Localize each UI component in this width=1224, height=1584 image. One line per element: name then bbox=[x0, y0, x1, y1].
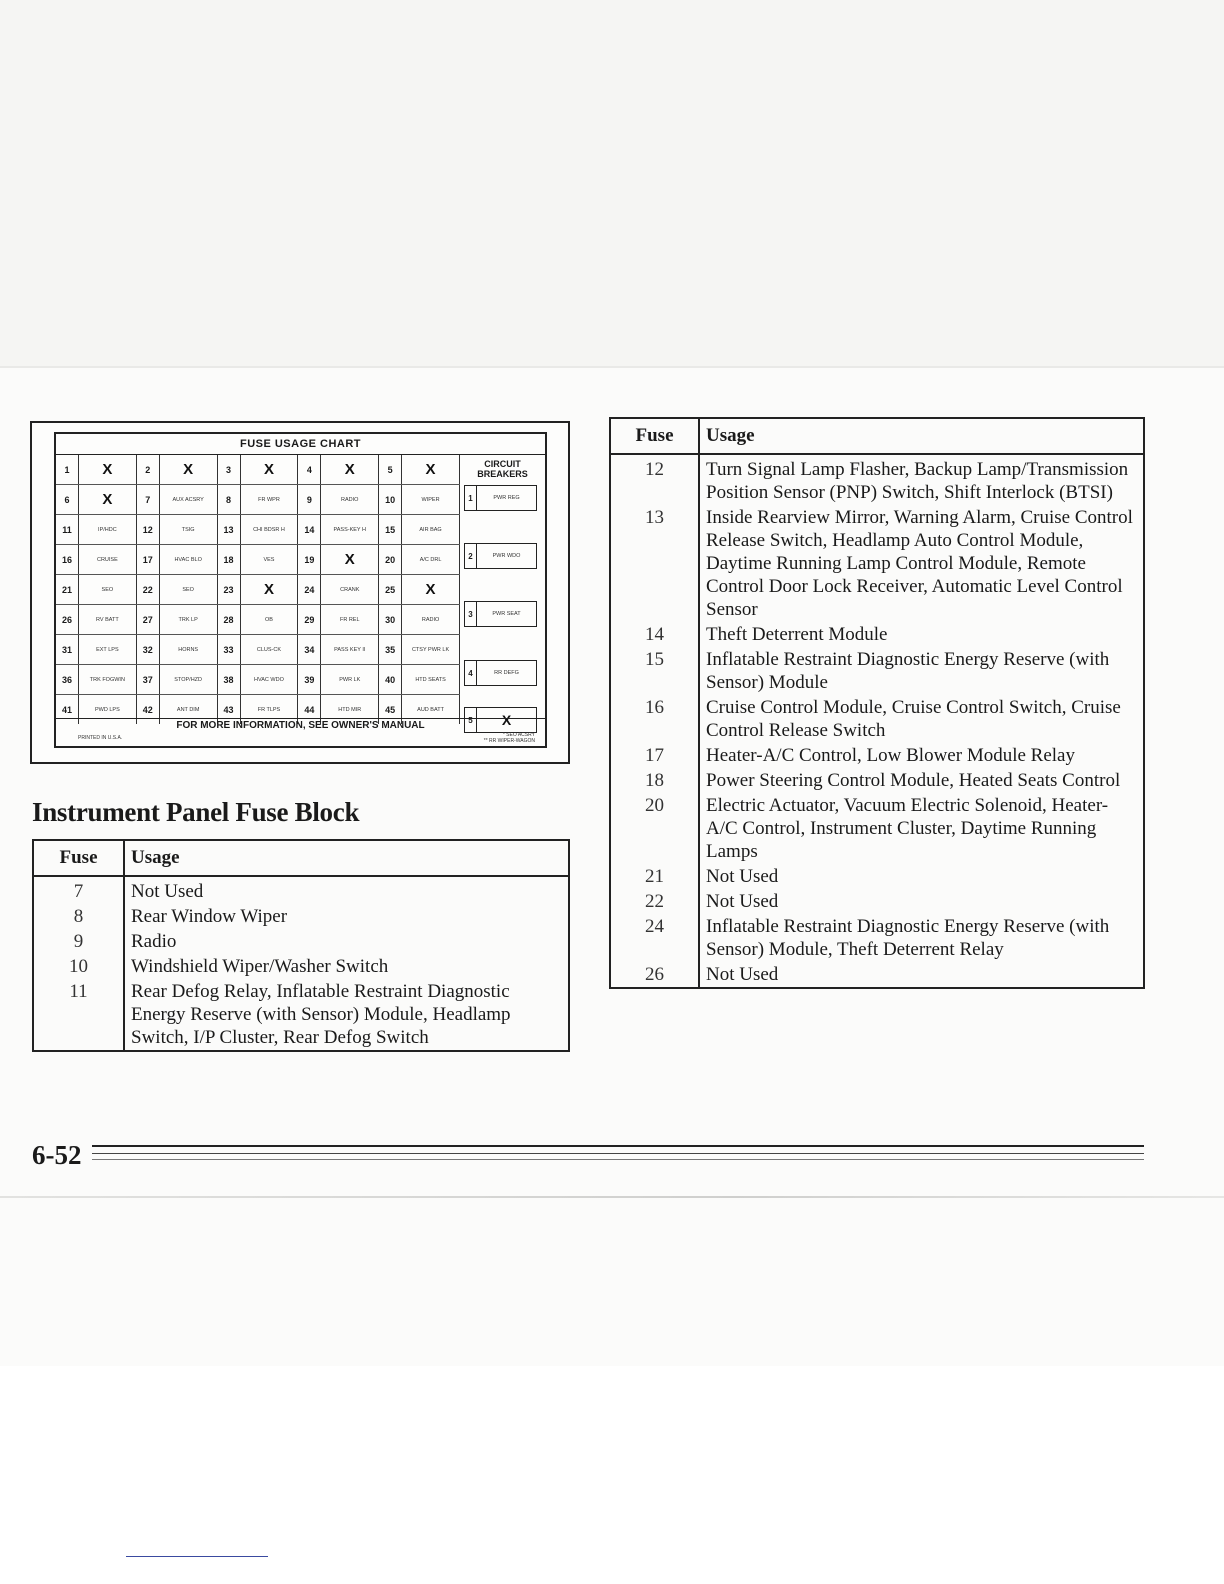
usage-cell: Theft Deterrent Module bbox=[706, 624, 888, 645]
usage-cell: Not Used bbox=[706, 866, 779, 887]
usage-cell: Rear Window Wiper bbox=[131, 906, 288, 927]
fuse-label: X bbox=[241, 455, 299, 484]
fuse-label: HTD SEATS bbox=[402, 665, 460, 694]
fuse-number: 42 bbox=[137, 695, 160, 724]
fuse-label: HTD MIR bbox=[321, 695, 379, 724]
breaker-label: PWR REG bbox=[493, 495, 520, 501]
fuse-number: 15 bbox=[379, 515, 402, 544]
fuse-number: 38 bbox=[218, 665, 241, 694]
table-row bbox=[610, 695, 1144, 743]
fuse-number: 35 bbox=[379, 635, 402, 664]
table-row bbox=[33, 954, 569, 979]
fuse-number-cell: 15 bbox=[610, 647, 699, 695]
fuse-row bbox=[56, 605, 460, 635]
fuse-number: 36 bbox=[56, 665, 79, 694]
fuse-label: A/C DRL bbox=[402, 545, 460, 574]
fuse-number: 45 bbox=[379, 695, 402, 724]
usage-cell: Inside Rearview Mirror, Warning Alarm, Cruise Control Release Switch, Headlamp Auto Control Module, Daytime Running Lamp Control Module, Remote Control Door Lock Receiver, Automatic Level Control Sensor bbox=[706, 507, 1133, 620]
usage-cell: Radio bbox=[131, 931, 177, 952]
fuse-number: 28 bbox=[218, 605, 241, 634]
legend-note-1: * SEO ACSRY bbox=[502, 732, 535, 738]
usage-cell: Electric Actuator, Vacuum Electric Solenoid, Heater-A/C Control, Instrument Cluster, Daytime Running Lamps bbox=[706, 795, 1109, 862]
fuse-label: X bbox=[160, 455, 218, 484]
fuse-grid bbox=[56, 455, 460, 724]
circuit-breaker bbox=[464, 660, 537, 686]
fuse-table-right bbox=[609, 417, 1145, 989]
fuse-number: 2 bbox=[137, 455, 160, 484]
fuse-number: 21 bbox=[56, 575, 79, 604]
fuse-label: X bbox=[241, 575, 299, 604]
fuse-number: 41 bbox=[56, 695, 79, 724]
fuse-number: 23 bbox=[218, 575, 241, 604]
circuit-breaker bbox=[464, 485, 537, 511]
fuse-label: HVAC WDO bbox=[241, 665, 299, 694]
fuse-number-cell: 11 bbox=[33, 979, 124, 1051]
fuse-number-cell: 7 bbox=[33, 876, 124, 904]
fuse-number-cell: 16 bbox=[610, 695, 699, 743]
fuse-label: IP/HDC bbox=[79, 515, 137, 544]
fuse-number: 19 bbox=[298, 545, 321, 574]
usage-column-header: Usage bbox=[699, 418, 1144, 454]
fuse-number-cell: 24 bbox=[610, 914, 699, 962]
fuse-label: X bbox=[79, 455, 137, 484]
table-row bbox=[33, 904, 569, 929]
fuse-number: 20 bbox=[379, 545, 402, 574]
fuse-label: RADIO bbox=[321, 485, 379, 514]
fuse-label: PASS-KEY H bbox=[321, 515, 379, 544]
fuse-number: 37 bbox=[137, 665, 160, 694]
breaker-label: PWR WDO bbox=[492, 553, 521, 559]
footer-rule bbox=[92, 1153, 1144, 1154]
circuit-breaker bbox=[464, 543, 537, 569]
fuse-number: 33 bbox=[218, 635, 241, 664]
table-row bbox=[33, 929, 569, 954]
fuse-row bbox=[56, 485, 460, 515]
usage-cell: Turn Signal Lamp Flasher, Backup Lamp/Transmission Position Sensor (PNP) Switch, Shift Interlock (BTSI) bbox=[706, 459, 1129, 503]
fuse-number-cell: 22 bbox=[610, 889, 699, 914]
fuse-label: X bbox=[402, 575, 460, 604]
fuse-number-cell: 9 bbox=[33, 929, 124, 954]
breaker-number: 1 bbox=[465, 486, 477, 510]
chart-legend-notes bbox=[484, 732, 535, 744]
fuse-label: SEO bbox=[79, 575, 137, 604]
blank-area bbox=[0, 1366, 1224, 1584]
usage-cell: Inflatable Restraint Diagnostic Energy Reserve (with Sensor) Module bbox=[706, 649, 1110, 693]
fuse-number: 39 bbox=[298, 665, 321, 694]
fuse-number: 26 bbox=[56, 605, 79, 634]
fuse-number: 12 bbox=[137, 515, 160, 544]
fuse-number: 1 bbox=[56, 455, 79, 484]
usage-cell: Rear Defog Relay, Inflatable Restraint Diagnostic Energy Reserve (with Sensor) Module, Headlamp Switch, I/P Cluster, Rear Defog Switch bbox=[131, 981, 511, 1048]
bottom-accent-rule bbox=[126, 1556, 268, 1557]
table-row bbox=[610, 914, 1144, 962]
fuse-number-cell: 14 bbox=[610, 622, 699, 647]
fuse-row bbox=[56, 515, 460, 545]
fuse-number: 44 bbox=[298, 695, 321, 724]
fuse-number: 24 bbox=[298, 575, 321, 604]
fuse-label: X bbox=[402, 455, 460, 484]
fuse-column-header: Fuse bbox=[610, 418, 699, 454]
fuse-row bbox=[56, 455, 460, 485]
fuse-row bbox=[56, 635, 460, 665]
fuse-label: FR REL bbox=[321, 605, 379, 634]
fuse-label: PWR LK bbox=[321, 665, 379, 694]
fuse-label: X bbox=[321, 545, 379, 574]
chart-footer-note: FOR MORE INFORMATION, SEE OWNER'S MANUAL bbox=[176, 720, 425, 731]
table-row bbox=[610, 962, 1144, 988]
breaker-number: 5 bbox=[465, 708, 477, 732]
fuse-number: 30 bbox=[379, 605, 402, 634]
fuse-label: EXT LPS bbox=[79, 635, 137, 664]
usage-cell: Not Used bbox=[131, 881, 204, 902]
fuse-label: X bbox=[79, 485, 137, 514]
fuse-number: 8 bbox=[218, 485, 241, 514]
fuse-label: SEO bbox=[160, 575, 218, 604]
usage-cell: Power Steering Control Module, Heated Seats Control bbox=[706, 770, 1121, 791]
fuse-number-cell: 17 bbox=[610, 743, 699, 768]
chart-footer bbox=[56, 718, 545, 747]
fuse-label: CTSY PWR LK bbox=[402, 635, 460, 664]
table-row bbox=[610, 622, 1144, 647]
fuse-label: TRK LP bbox=[160, 605, 218, 634]
fuse-number: 31 bbox=[56, 635, 79, 664]
fuse-label: X bbox=[321, 455, 379, 484]
fuse-label: STOP/HZD bbox=[160, 665, 218, 694]
usage-cell: Cruise Control Module, Cruise Control Switch, Cruise Control Release Switch bbox=[706, 697, 1121, 741]
table-row bbox=[610, 889, 1144, 914]
fuse-number-cell: 18 bbox=[610, 768, 699, 793]
chart-printed-note: PRINTED IN U.S.A. bbox=[78, 735, 123, 741]
table-row bbox=[610, 768, 1144, 793]
fuse-number: 11 bbox=[56, 515, 79, 544]
fuse-label: ANT DIM bbox=[160, 695, 218, 724]
fuse-number: 25 bbox=[379, 575, 402, 604]
fuse-number-cell: 21 bbox=[610, 864, 699, 889]
breaker-number: 3 bbox=[465, 602, 477, 626]
fuse-number: 9 bbox=[298, 485, 321, 514]
fuse-table-left bbox=[32, 839, 570, 1052]
fuse-number: 16 bbox=[56, 545, 79, 574]
table-row bbox=[610, 864, 1144, 889]
usage-cell: Heater-A/C Control, Low Blower Module Relay bbox=[706, 745, 1075, 766]
table-row bbox=[610, 454, 1144, 505]
circuit-breakers bbox=[460, 455, 545, 728]
breaker-label: PWR SEAT bbox=[492, 611, 521, 617]
fuse-label: AIR BAG bbox=[402, 515, 460, 544]
fuse-number: 14 bbox=[298, 515, 321, 544]
fuse-number: 5 bbox=[379, 455, 402, 484]
fuse-number-cell: 10 bbox=[33, 954, 124, 979]
fuse-column-header: Fuse bbox=[33, 840, 124, 876]
fuse-row bbox=[56, 575, 460, 605]
circuit-breaker bbox=[464, 601, 537, 627]
table-row bbox=[610, 647, 1144, 695]
fuse-number: 3 bbox=[218, 455, 241, 484]
usage-cell: Not Used bbox=[706, 891, 779, 912]
fuse-label: WIPER bbox=[402, 485, 460, 514]
fuse-number: 27 bbox=[137, 605, 160, 634]
fuse-usage-chart bbox=[54, 432, 547, 748]
fuse-number: 17 bbox=[137, 545, 160, 574]
fuse-number: 40 bbox=[379, 665, 402, 694]
breakers-title: CIRCUIT BREAKERS bbox=[477, 459, 528, 479]
legend-note-2: ** RR WIPER-WAGON bbox=[483, 738, 535, 744]
chart-title: FUSE USAGE CHART bbox=[56, 434, 545, 455]
usage-cell: Inflatable Restraint Diagnostic Energy Reserve (with Sensor) Module, Theft Deterrent Relay bbox=[706, 916, 1110, 960]
usage-column-header: Usage bbox=[124, 840, 569, 876]
fuse-label: TSIG bbox=[160, 515, 218, 544]
page-bottom-edge bbox=[0, 1196, 1224, 1198]
table-row bbox=[610, 743, 1144, 768]
fuse-label: RADIO bbox=[402, 605, 460, 634]
fuse-label: HORNS bbox=[160, 635, 218, 664]
fuse-number-cell: 20 bbox=[610, 793, 699, 864]
fuse-label: CRANK bbox=[321, 575, 379, 604]
fuse-number-cell: 12 bbox=[610, 454, 699, 505]
fuse-number-cell: 13 bbox=[610, 505, 699, 622]
fuse-number: 43 bbox=[218, 695, 241, 724]
page-number: 6-52 bbox=[32, 1140, 82, 1170]
fuse-label: OB bbox=[241, 605, 299, 634]
usage-cell: Not Used bbox=[706, 964, 779, 985]
fuse-number: 10 bbox=[379, 485, 402, 514]
fuse-number: 13 bbox=[218, 515, 241, 544]
fuse-label: AUD BATT bbox=[402, 695, 460, 724]
fuse-label: FR TLPS bbox=[241, 695, 299, 724]
table-row bbox=[33, 979, 569, 1051]
fuse-number: 18 bbox=[218, 545, 241, 574]
table-row bbox=[610, 505, 1144, 622]
fuse-number: 6 bbox=[56, 485, 79, 514]
fuse-number-cell: 8 bbox=[33, 904, 124, 929]
fuse-number: 29 bbox=[298, 605, 321, 634]
fuse-label: CRUISE bbox=[79, 545, 137, 574]
fuse-row bbox=[56, 665, 460, 695]
fuse-row bbox=[56, 545, 460, 575]
fuse-label: AUX ACSRY bbox=[160, 485, 218, 514]
table-row bbox=[33, 876, 569, 904]
fuse-usage-chart-figure bbox=[30, 421, 570, 764]
fuse-number: 32 bbox=[137, 635, 160, 664]
usage-cell: Windshield Wiper/Washer Switch bbox=[131, 956, 389, 977]
footer-rule bbox=[92, 1145, 1144, 1147]
fuse-label: VES bbox=[241, 545, 299, 574]
fuse-number: 34 bbox=[298, 635, 321, 664]
table-row bbox=[610, 793, 1144, 864]
fuse-label: PASS KEY II bbox=[321, 635, 379, 664]
fuse-label: FR WPR bbox=[241, 485, 299, 514]
fuse-label: HVAC BLO bbox=[160, 545, 218, 574]
fuse-label: CHI BDSR H bbox=[241, 515, 299, 544]
breaker-number: 4 bbox=[465, 661, 477, 685]
breaker-label: RR DEFG bbox=[494, 670, 519, 676]
footer-rule bbox=[92, 1159, 1144, 1160]
fuse-number: 7 bbox=[137, 485, 160, 514]
section-title: Instrument Panel Fuse Block bbox=[32, 797, 360, 827]
fuse-number-cell: 26 bbox=[610, 962, 699, 988]
fuse-number: 22 bbox=[137, 575, 160, 604]
breaker-number: 2 bbox=[465, 544, 477, 568]
fuse-label: RV BATT bbox=[79, 605, 137, 634]
fuse-label: CLUS-CK bbox=[241, 635, 299, 664]
fuse-number: 4 bbox=[298, 455, 321, 484]
fuse-label: PWD LPS bbox=[79, 695, 137, 724]
breaker-label: X bbox=[501, 712, 512, 728]
fuse-label: TRK FOGWIN bbox=[79, 665, 137, 694]
